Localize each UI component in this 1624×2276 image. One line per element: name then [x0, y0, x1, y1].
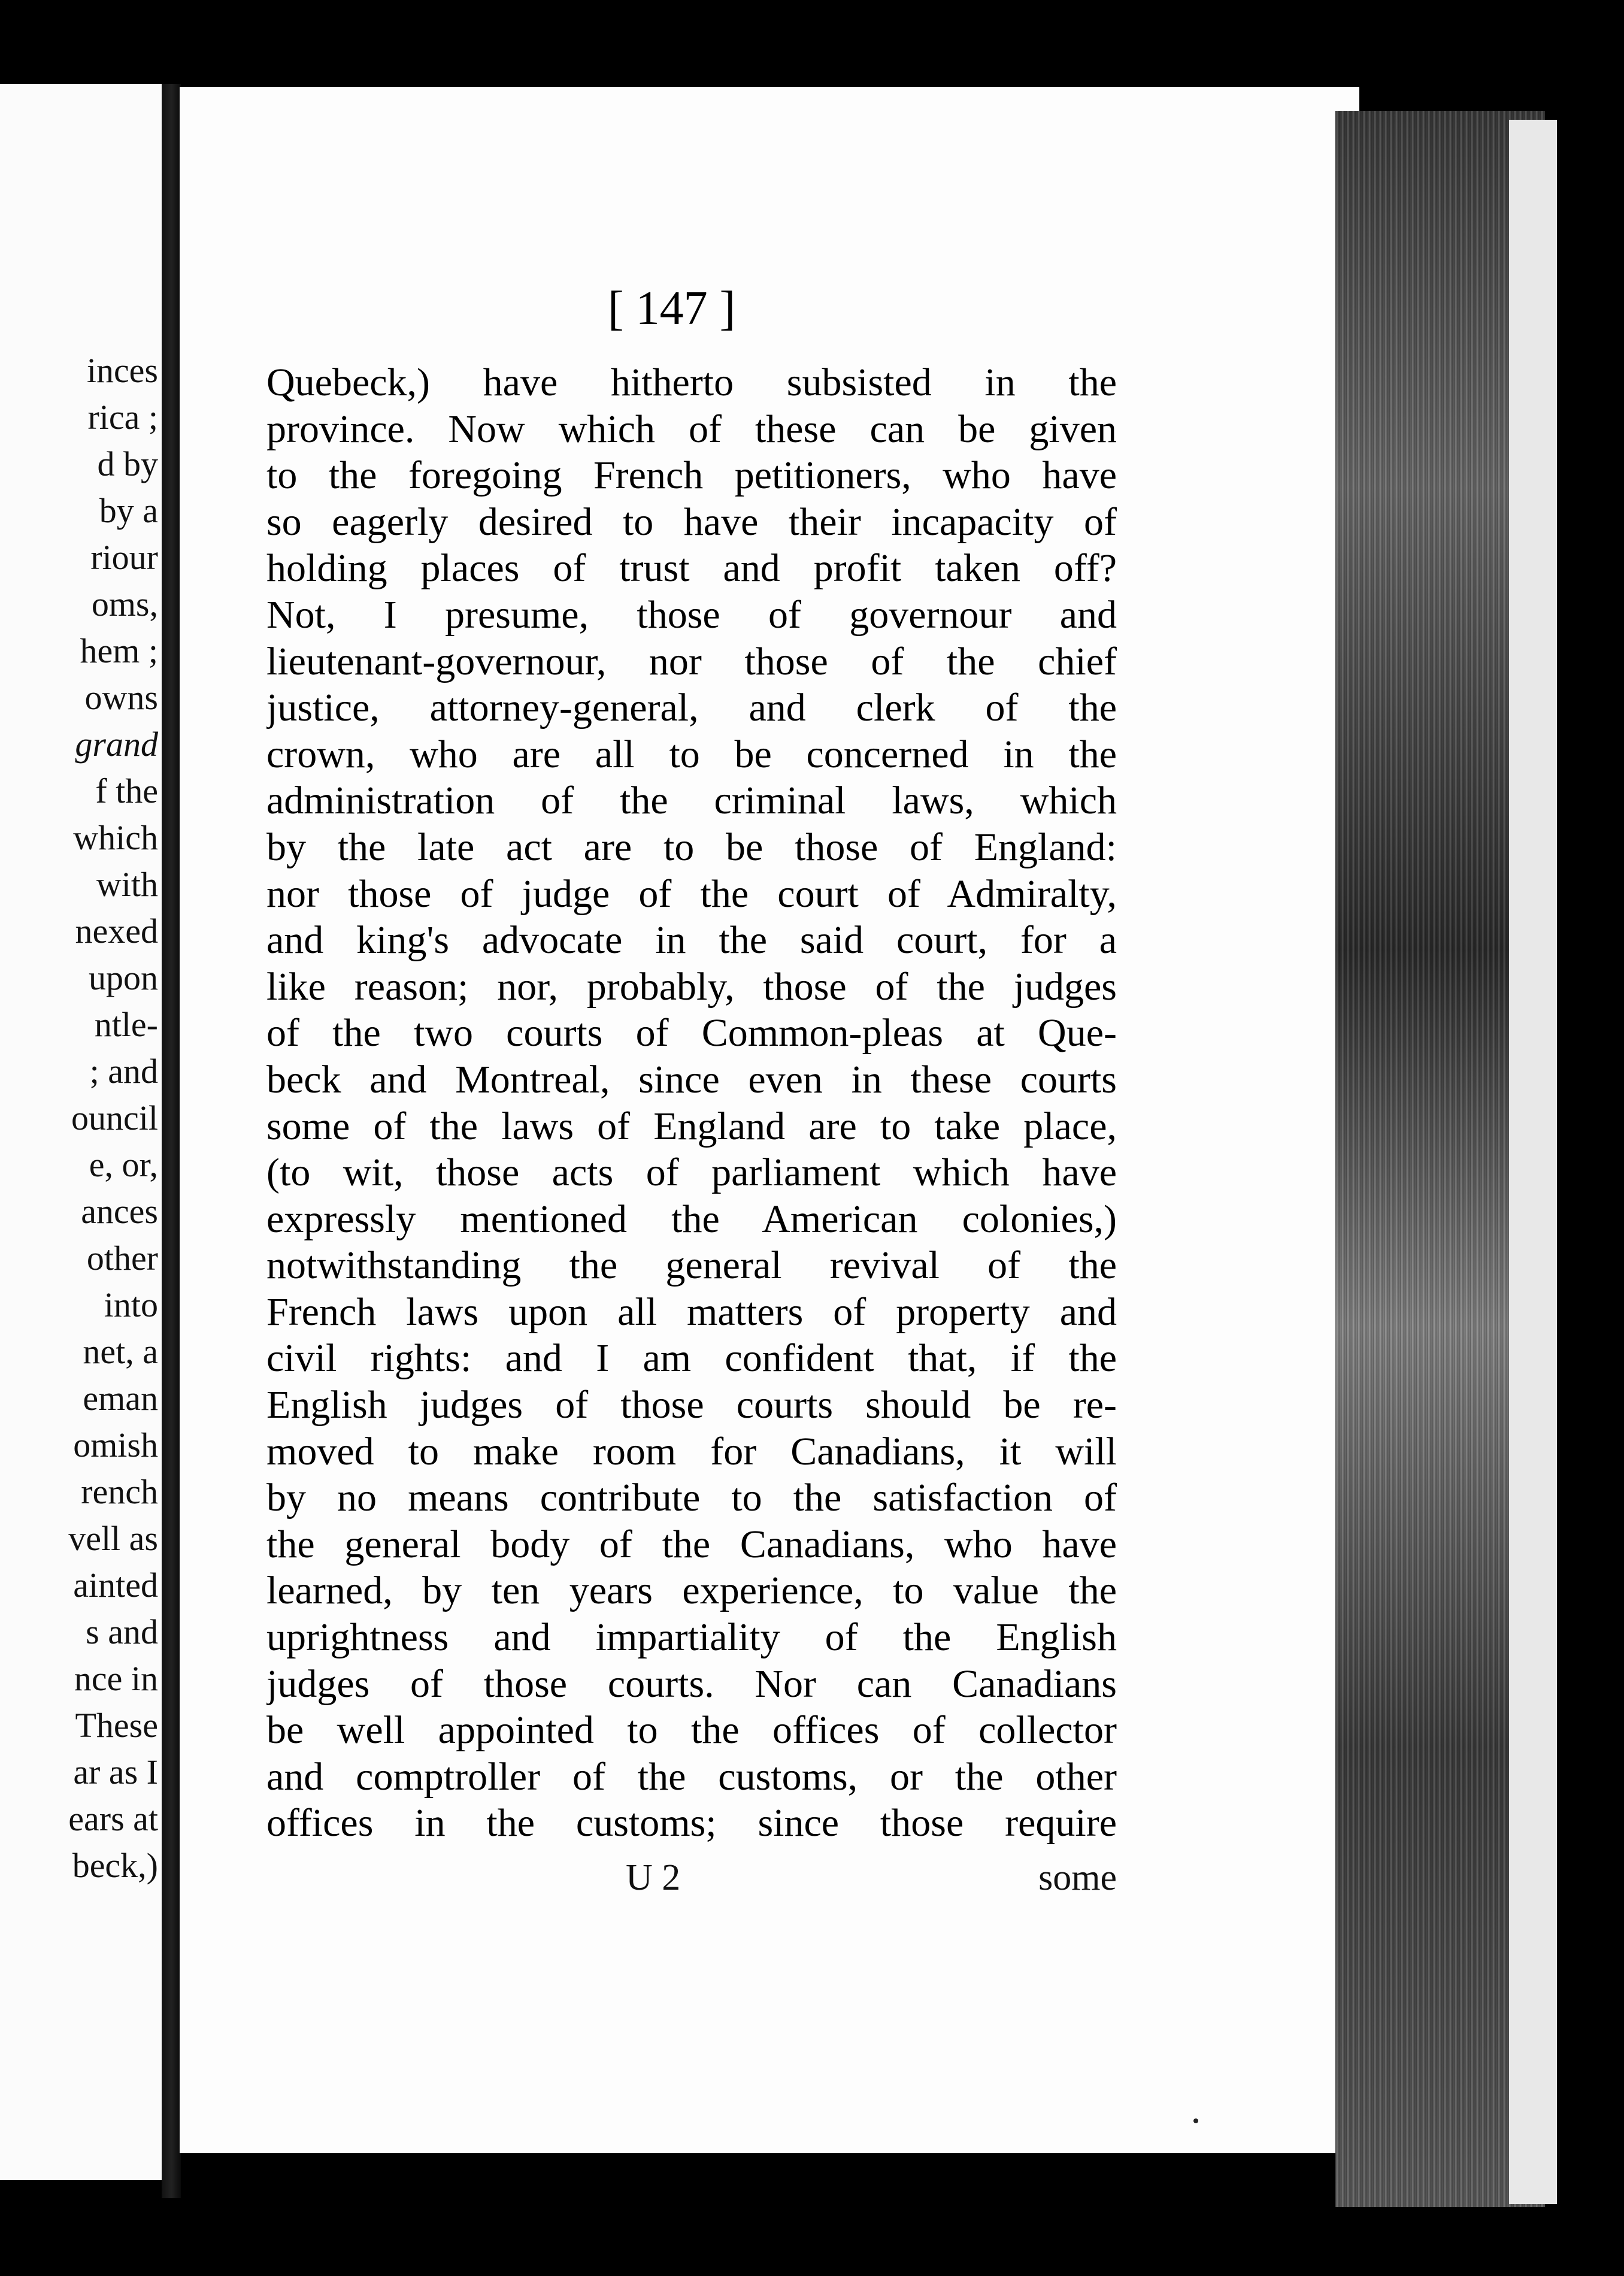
page-edge-highlight: [1509, 120, 1557, 2204]
catchword: some: [1038, 1857, 1117, 1898]
text-line: and king's advocate in the said court, for a: [266, 918, 1117, 963]
text-line: so eagerly desired to have their incapacity of: [266, 500, 1117, 544]
text-line: the general body of the Canadians, who have: [266, 1522, 1117, 1566]
text-line: offices in the customs; since those require: [266, 1801, 1117, 1845]
text-line: moved to make room for Canadians, it will: [266, 1429, 1117, 1473]
text-line: judges of those courts. Nor can Canadians: [266, 1661, 1117, 1706]
text-line: justice, attorney-general, and clerk of the: [266, 686, 1117, 730]
body-text: [266, 359, 1117, 1847]
text-line: some of the laws of England are to take place,: [266, 1104, 1117, 1148]
left-page-line: ; and: [89, 1052, 158, 1091]
text-line: notwithstanding the general revival of the: [266, 1243, 1117, 1288]
book-gutter: [162, 84, 181, 2198]
left-page-line: nce in: [74, 1659, 158, 1698]
left-page-line: which: [73, 818, 158, 857]
left-page-line: d by: [97, 444, 158, 483]
left-page-line: ntle-: [94, 1005, 158, 1044]
facing-page-left: [0, 84, 162, 2180]
text-line: by the late act are to be those of England:: [266, 825, 1117, 869]
left-page-line: oms,: [91, 585, 158, 624]
text-line: uprightness and impartiality of the English: [266, 1615, 1117, 1660]
left-page-line: ainted: [73, 1566, 158, 1605]
left-page-line: by a: [99, 491, 158, 530]
left-page-line: into: [104, 1285, 158, 1324]
left-page-line: e, or,: [89, 1145, 158, 1184]
left-page-line: ouncil: [71, 1098, 158, 1137]
left-page-line: hem ;: [80, 631, 158, 670]
left-page-line: ears at: [68, 1799, 158, 1838]
text-line: expressly mentioned the American colonies,): [266, 1197, 1117, 1241]
text-line: lieutenant-governour, nor those of the chief: [266, 639, 1117, 683]
left-page-line: with: [96, 865, 158, 904]
text-line: administration of the criminal laws, which: [266, 779, 1117, 823]
left-page-line: ar as I: [73, 1753, 158, 1791]
text-line: of the two courts of Common-pleas at Que-: [266, 1011, 1117, 1055]
left-page-line: ances: [81, 1192, 158, 1231]
left-page-line: other: [86, 1239, 158, 1278]
text-line: be well appointed to the offices of collector: [266, 1708, 1117, 1753]
text-line: nor those of judge of the court of Admiralty,: [266, 871, 1117, 916]
left-page-line: s and: [86, 1612, 158, 1651]
text-line: crown, who are all to be concerned in the: [266, 732, 1117, 776]
left-page-line: net, a: [83, 1332, 158, 1371]
page-number-header: [ 147 ]: [608, 282, 736, 335]
left-page-line: omish: [73, 1425, 158, 1464]
left-page-line: rica ;: [87, 398, 158, 437]
text-line: civil rights: and I am confident that, if the: [266, 1336, 1117, 1381]
text-line: Not, I presume, those of governour and: [266, 592, 1117, 637]
text-line: French laws upon all matters of property and: [266, 1290, 1117, 1334]
left-page-line: eman: [83, 1379, 158, 1418]
left-page-line: owns: [84, 678, 158, 717]
text-line: holding places of trust and profit taken off?: [266, 546, 1117, 591]
text-line: to the foregoing French petitioners, who have: [266, 453, 1117, 498]
text-line: (to wit, those acts of parliament which have: [266, 1151, 1117, 1195]
left-page-line: beck,): [72, 1846, 158, 1885]
signature-mark: U 2: [626, 1857, 681, 1898]
paper-speck: [1193, 2118, 1198, 2123]
text-line: province. Now which of these can be given: [266, 407, 1117, 451]
left-page-line: nexed: [75, 912, 158, 951]
left-page-line: These: [75, 1706, 158, 1745]
left-page-line: upon: [89, 958, 158, 997]
text-line: learned, by ten years experience, to value the: [266, 1569, 1117, 1613]
left-page-line: riour: [90, 538, 158, 577]
text-line: and comptroller of the customs, or the other: [266, 1754, 1117, 1799]
text-line: beck and Montreal, since even in these courts: [266, 1057, 1117, 1101]
left-page-line: f the: [95, 771, 158, 810]
text-line: like reason; nor, probably, those of the judges: [266, 964, 1117, 1009]
page-footer: [266, 1854, 1117, 1902]
text-line: by no means contribute to the satisfaction of: [266, 1476, 1117, 1520]
left-page-line: vell as: [68, 1519, 158, 1558]
left-page-line: rench: [81, 1472, 158, 1511]
text-line: Quebeck,) have hitherto subsisted in the: [266, 361, 1117, 404]
text-line: English judges of those courts should be re-: [266, 1383, 1117, 1427]
left-page-line: inces: [86, 351, 158, 390]
left-page-line: grand: [75, 725, 158, 764]
